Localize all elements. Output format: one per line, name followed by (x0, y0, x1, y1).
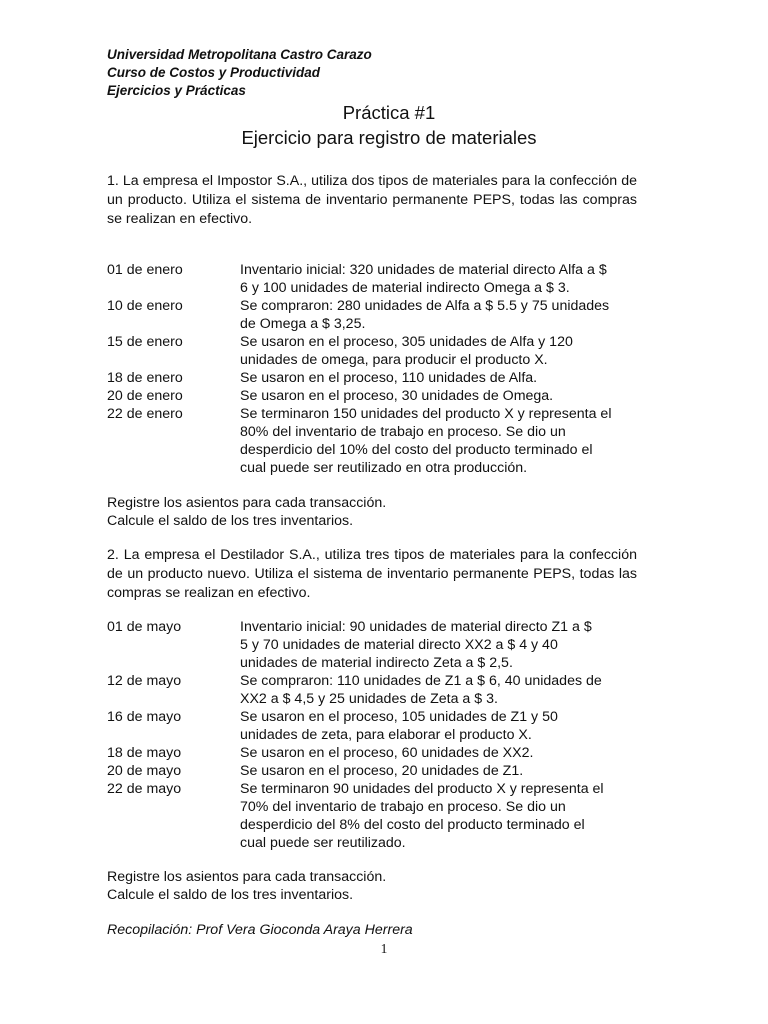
transaction-description (240, 618, 647, 672)
transaction-date: 01 de mayo (107, 619, 182, 635)
transaction-date: 16 de mayo (107, 709, 182, 725)
section-name: Ejercicios y Prácticas (107, 83, 246, 98)
exercise-2-instruction-record: Registre los asientos para cada transacción. (107, 869, 387, 885)
transaction-description-line: 5 y 70 unidades de material directo XX2 a $ 4 y 40 (240, 637, 558, 653)
transaction-description (240, 333, 647, 369)
transaction-description-line: unidades de omega, para producir el producto X. (240, 352, 548, 368)
university-name: Universidad Metropolitana Castro Carazo (107, 47, 372, 62)
transaction-entry (107, 387, 647, 405)
transaction-description-line: desperdicio del 8% del costo del producto terminado el (240, 817, 585, 833)
transaction-date: 20 de enero (107, 388, 183, 404)
transaction-entry (107, 297, 647, 333)
exercise-2-intro: 2. La empresa el Destilador S.A., utiliza tres tipos de materiales para la confección de un producto nuevo. Utiliza el sistema de inventario permanente PEPS, todas las compras se realizan en efectivo. (107, 547, 637, 601)
transaction-description-line: Se usaron en el proceso, 60 unidades de XX2. (240, 745, 534, 761)
transaction-entry (107, 672, 647, 708)
transaction-description-line: Inventario inicial: 320 unidades de material directo Alfa a $ (240, 262, 607, 278)
exercise-1-instruction-balance: Calcule el saldo de los tres inventarios. (107, 513, 354, 529)
transaction-date: 22 de mayo (107, 781, 182, 797)
title-block (0, 100, 768, 150)
transaction-entry (107, 261, 647, 297)
transaction-description-line: 70% del inventario de trabajo en proceso. Se dio un (240, 799, 566, 815)
exercise-2-entries (107, 618, 647, 852)
transaction-description (240, 297, 647, 333)
page-subtitle: Ejercicio para registro de materiales (241, 127, 537, 148)
transaction-entry (107, 405, 647, 477)
page-title: Práctica #1 (342, 102, 436, 123)
transaction-entry (107, 780, 647, 852)
transaction-description-line: Se usaron en el proceso, 30 unidades de Omega. (240, 388, 554, 404)
transaction-date: 15 de enero (107, 334, 183, 350)
transaction-entry (107, 762, 647, 780)
transaction-description-line: Se usaron en el proceso, 110 unidades de Alfa. (240, 370, 538, 386)
transaction-entry (107, 708, 647, 744)
transaction-description-line: Se usaron en el proceso, 305 unidades de Alfa y 120 (240, 334, 573, 350)
transaction-description-line: unidades de zeta, para elaborar el producto X. (240, 727, 532, 743)
transaction-entry (107, 618, 647, 672)
exercise-1-entries (107, 261, 647, 477)
transaction-date: 10 de enero (107, 298, 183, 314)
transaction-date: 18 de enero (107, 370, 183, 386)
course-name: Curso de Costos y Productividad (107, 65, 321, 80)
transaction-description-line: de Omega a $ 3,25. (240, 316, 366, 332)
transaction-description (240, 369, 647, 387)
transaction-description (240, 780, 647, 852)
transaction-description-line: unidades de material indirecto Zeta a $ 2,5. (240, 655, 513, 671)
exercise-2-instructions (107, 868, 386, 904)
transaction-date: 18 de mayo (107, 745, 182, 761)
transaction-description-line: Inventario inicial: 90 unidades de material directo Z1 a $ (240, 619, 592, 635)
transaction-description-line: 80% del inventario de trabajo en proceso. Se dio un (240, 424, 566, 440)
transaction-description (240, 261, 647, 297)
transaction-description-line: Se compraron: 280 unidades de Alfa a $ 5.5 y 75 unidades (240, 298, 610, 314)
transaction-date: 22 de enero (107, 406, 183, 422)
transaction-description-line: cual puede ser reutilizado. (240, 835, 406, 851)
exercise-1-instructions (107, 494, 386, 530)
transaction-description-line: Se usaron en el proceso, 20 unidades de Z1. (240, 763, 524, 779)
transaction-date: 12 de mayo (107, 673, 182, 689)
transaction-description (240, 387, 647, 405)
transaction-description-line: Se terminaron 150 unidades del producto X y representa el (240, 406, 612, 422)
transaction-description (240, 744, 647, 762)
transaction-date: 01 de enero (107, 262, 183, 278)
transaction-entry (107, 369, 647, 387)
transaction-entry (107, 744, 647, 762)
exercise-1-intro: 1. La empresa el Impostor S.A., utiliza dos tipos de materiales para la confección de un producto. Utiliza el sistema de inventario permanente PEPS, todas las compras se realizan en efectivo. (107, 173, 637, 227)
transaction-date: 20 de mayo (107, 763, 182, 779)
transaction-description-line: desperdicio del 10% del costo del producto terminado el (240, 442, 593, 458)
transaction-description (240, 405, 647, 477)
exercise-2-instruction-balance: Calcule el saldo de los tres inventarios. (107, 887, 354, 903)
transaction-description-line: XX2 a $ 4,5 y 25 unidades de Zeta a $ 3. (240, 691, 498, 707)
transaction-description-line: Se usaron en el proceso, 105 unidades de Z1 y 50 (240, 709, 558, 725)
transaction-description-line: cual puede ser reutilizado en otra producción. (240, 460, 528, 476)
transaction-entry (107, 333, 647, 369)
transaction-description-line: 6 y 100 unidades de material indirecto Omega a $ 3. (240, 280, 570, 296)
transaction-description (240, 762, 647, 780)
document-header (107, 46, 372, 100)
transaction-description (240, 708, 647, 744)
page-number: 1 (380, 941, 388, 956)
compilation-credit: Recopilación: Prof Vera Gioconda Araya Herrera (107, 922, 413, 938)
transaction-description-line: Se terminaron 90 unidades del producto X y representa el (240, 781, 604, 797)
transaction-description-line: Se compraron: 110 unidades de Z1 a $ 6, 40 unidades de (240, 673, 602, 689)
transaction-description (240, 672, 647, 708)
exercise-1-instruction-record: Registre los asientos para cada transacción. (107, 495, 387, 511)
